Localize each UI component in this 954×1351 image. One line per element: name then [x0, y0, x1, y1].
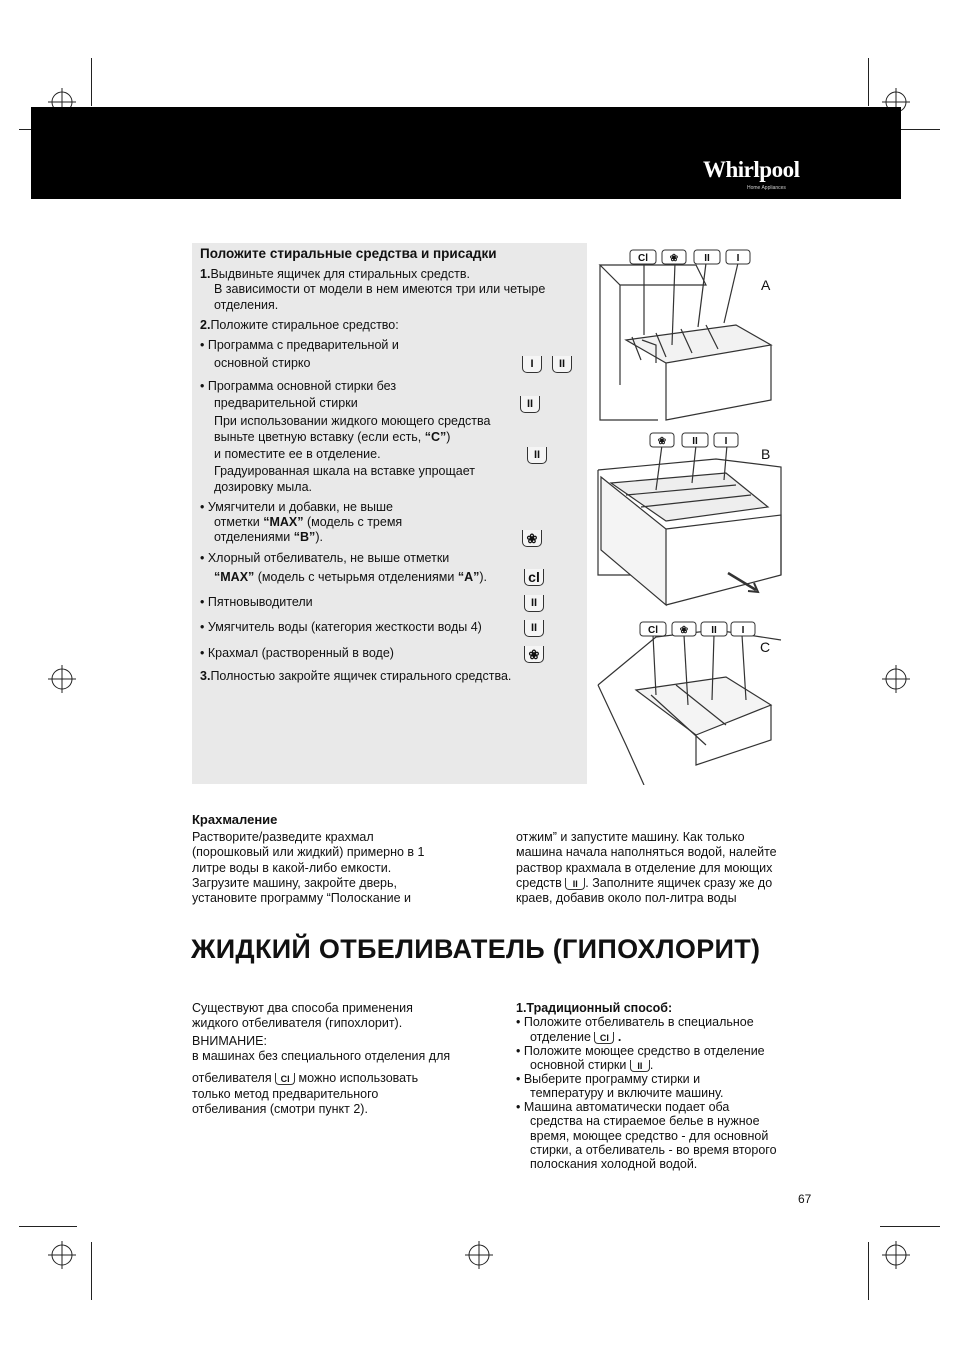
registration-target	[465, 1241, 493, 1269]
bleach-right-line: • Положите отбеливатель в специальное	[516, 1015, 754, 1029]
starch-left-line: Растворите/разведите крахмал	[192, 830, 374, 844]
step-2: 2.Положите стиральное средство:	[200, 318, 399, 332]
bleach-right-line: средства на стираемое белье в нужное	[530, 1114, 760, 1128]
starch-right-line: раствор крахмала в отделение для моющих	[516, 861, 773, 875]
step-1: 1.Выдвиньте ящичек для стиральных средств.	[200, 267, 470, 281]
bleach-right-line: • Машина автоматически подает оба	[516, 1100, 730, 1114]
main-wash-symbol-icon: II	[552, 356, 572, 373]
starch-right-line: отжим” и запустите машину. Как только	[516, 830, 745, 844]
drawer-a-ii-symbol: II	[704, 253, 710, 264]
bleach-warning-label: ВНИМАНИЕ:	[192, 1034, 267, 1048]
step-3: 3.Полностью закройте ящичек стирального средства.	[200, 669, 512, 683]
starch-title: Крахмаление	[192, 812, 278, 827]
bullet-prewash-line: основной стирко	[214, 356, 311, 370]
bleach-right-line: температуру и включите машину.	[530, 1086, 724, 1100]
bullet-mainwash: • Программа основной стирки без	[200, 379, 397, 393]
traditional-method-title: 1.Традиционный способ:	[516, 1001, 673, 1015]
bleach-inline-icon: Cl	[275, 1073, 295, 1085]
bleach-right-line: время, моющее средство - для основной	[530, 1129, 769, 1143]
brand-logo	[703, 157, 800, 191]
drawer-label-a: A	[761, 277, 771, 293]
main-wash-inline-icon: II	[630, 1060, 650, 1072]
drawer-c-flower-symbol: ❀	[679, 625, 689, 636]
bullet-stain-remover: • Пятновыводители	[200, 595, 313, 609]
bleach-left-line: жидкого отбеливателя (гипохлорит).	[192, 1016, 403, 1030]
drawer-c-cl-symbol: Cl	[648, 625, 658, 636]
bullet-mainwash-line: дозировку мыла.	[214, 480, 312, 494]
step-1-line: отделения.	[214, 298, 279, 312]
drawer-illustration-c	[598, 630, 781, 785]
starch-right-line: средств II . Заполните ящичек сразу же до	[516, 876, 773, 890]
bullet-softener-line: отметки “MAX” (модель с тремя	[214, 515, 403, 529]
drawer-illustration-b	[598, 445, 781, 605]
brand-name: Whirlpool	[703, 157, 800, 182]
starch-left-line: Загрузите машину, закройте дверь,	[192, 876, 397, 890]
softener-flower-icon: ❀	[522, 530, 542, 547]
drawer-a-flower-symbol: ❀	[669, 253, 679, 264]
registration-target	[48, 1241, 76, 1269]
drawer-b-flower-symbol: ❀	[657, 436, 667, 447]
drawer-label-b: B	[761, 446, 771, 462]
bullet-softener-line: отделениями “B”).	[214, 530, 323, 544]
bleach-right-line: • Положите моющее средство в отделение	[516, 1044, 765, 1058]
bleach-right-line: основной стирки II .	[530, 1058, 654, 1072]
page-number: 67	[798, 1192, 812, 1206]
drawer-b-ii-symbol: II	[692, 436, 698, 447]
drawer-label-c: C	[760, 639, 771, 655]
section-heading: ЖИДКИЙ ОТБЕЛИВАТЕЛЬ (ГИПОХЛОРИТ)	[191, 934, 761, 964]
main-wash-symbol-icon: II	[527, 447, 547, 464]
starch-right-line: машина начала наполняться водой, налейте	[516, 845, 777, 859]
starch-left-line: литре воды в какой-либо емкости.	[192, 861, 392, 875]
bleach-left-line: Существуют два способа применения	[192, 1001, 413, 1015]
bleach-right-line: отделение Cl .	[530, 1030, 622, 1044]
registration-target	[882, 665, 910, 693]
drawer-a-cl-symbol: Cl	[638, 253, 648, 264]
bleach-right-line: стирки, а отбеливатель - во время второго	[530, 1143, 777, 1157]
main-wash-symbol-icon: II	[520, 396, 540, 413]
prewash-symbol-icon: I	[522, 356, 542, 373]
bullet-water-softener: • Умягчитель воды (категория жесткости воды 4)	[200, 620, 482, 634]
bullet-mainwash-line: и поместите ее в отделение.	[214, 447, 381, 461]
bullet-bleach-line: “MAX” (модель с четырьмя отделениями “A”).	[214, 570, 488, 584]
main-wash-symbol-icon: II	[524, 595, 544, 612]
detergent-drawer-illustrations	[596, 245, 786, 785]
bleach-right-line: полоскания холодной водой.	[530, 1157, 698, 1171]
bullet-starch: • Крахмал (растворенный в воде)	[200, 646, 394, 660]
bullet-mainwash-line: предварительной стирки	[214, 396, 358, 410]
softener-flower-icon: ❀	[524, 646, 544, 663]
bullet-bleach: • Хлорный отбеливатель, не выше отметки	[200, 551, 450, 565]
bleach-left-line: в машинах без специального отделения для	[192, 1049, 451, 1063]
registration-target	[48, 665, 76, 693]
brand-subtitle: Home Appliances	[747, 185, 786, 191]
bullet-softener: • Умягчители и добавки, не выше	[200, 500, 394, 514]
drawer-a-i-symbol: I	[736, 253, 740, 264]
drawer-c-i-symbol: I	[741, 625, 745, 636]
starch-right-line: краев, добавив около пол-литра воды	[516, 891, 737, 905]
panel-title: Положите стиральные средства и присадки	[200, 246, 497, 261]
bleach-left-line: отбеливателя Cl можно использовать	[192, 1071, 419, 1085]
bullet-mainwash-line: Градуированная шкала на вставке упрощает	[214, 464, 476, 478]
bullet-mainwash-line: выньте цветную вставку (если есть, “C”)	[214, 430, 451, 444]
step-1-line: В зависимости от модели в нем имеются три или четыре	[214, 282, 546, 296]
drawer-c-ii-symbol: II	[711, 625, 717, 636]
drawer-illustration-a	[600, 263, 771, 420]
bleach-symbol-icon: cl	[524, 569, 544, 586]
bullet-mainwash-line: При использовании жидкого моющего средства	[214, 414, 491, 428]
bleach-left-line: только метод предварительного	[192, 1087, 379, 1101]
starch-left-line: (порошковый или жидкий) примерно в 1	[192, 845, 425, 859]
main-wash-symbol-icon: II	[524, 620, 544, 637]
starch-left-line: установите программу “Полоскание и	[192, 891, 412, 905]
main-wash-inline-icon: II	[565, 878, 585, 890]
drawer-b-i-symbol: I	[724, 436, 728, 447]
registration-target	[882, 1241, 910, 1269]
bleach-left-line: отбеливания (смотри пункт 2).	[192, 1102, 368, 1116]
bleach-right-line: • Выберите программу стирки и	[516, 1072, 701, 1086]
bleach-inline-icon: Cl	[594, 1032, 614, 1044]
bullet-prewash: • Программа с предварительной и	[200, 338, 399, 352]
